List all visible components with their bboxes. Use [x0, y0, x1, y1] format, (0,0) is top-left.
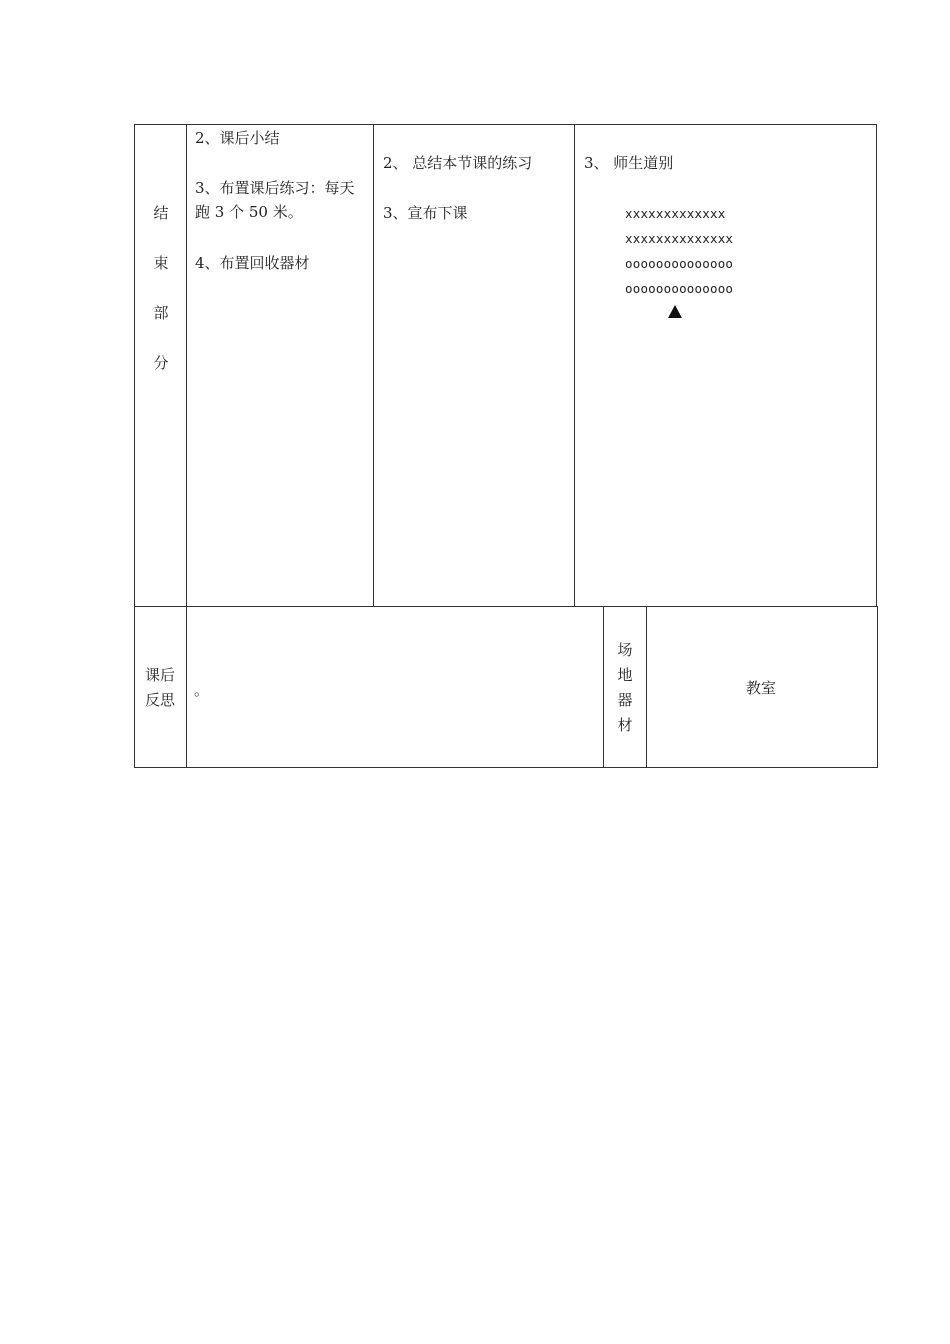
- formation-row: oooooooooooooo: [625, 281, 734, 296]
- section-label-char: 分: [153, 354, 169, 372]
- formation-row: xxxxxxxxxxxxx: [625, 206, 726, 221]
- teacher-column-divider: [373, 124, 374, 606]
- teacher-item-equipment: 4、布置回收器材: [195, 254, 310, 272]
- organization-item-farewell: 3、 师生道别: [584, 154, 674, 172]
- venue-label-left-divider: [603, 606, 604, 768]
- venue-value: 教室: [746, 679, 777, 697]
- formation-row: xxxxxxxxxxxxxx: [625, 231, 734, 246]
- reflection-label-line: 反思: [145, 691, 176, 709]
- venue-label-char: 地: [617, 666, 633, 684]
- section-label-char: 束: [153, 254, 169, 272]
- reflection-content: 。: [194, 681, 210, 699]
- venue-label-char: 场: [617, 641, 633, 659]
- venue-label-char: 器: [617, 691, 633, 709]
- student-item-dismiss: 3、宣布下课: [383, 204, 468, 222]
- table-right-border-top: [876, 124, 877, 606]
- section-label-char: 部: [153, 304, 169, 322]
- section-label-char: 结: [153, 204, 169, 222]
- table-left-border: [134, 124, 135, 768]
- formation-row: oooooooooooooo: [625, 256, 734, 271]
- teacher-item-homework-cont: 跑 3 个 50 米。: [195, 203, 303, 221]
- table-top-border: [134, 124, 877, 125]
- table-right-border-bottom: [877, 606, 878, 768]
- student-column-divider: [574, 124, 575, 606]
- teacher-item-summary: 2、课后小结: [195, 129, 280, 147]
- venue-label-right-divider: [646, 606, 647, 768]
- table-bottom-border: [134, 767, 878, 768]
- reflection-label-line: 课后: [145, 666, 176, 684]
- venue-label-char: 材: [617, 716, 633, 734]
- student-item-review: 2、 总结本节课的练习: [383, 154, 533, 172]
- row-divider: [134, 606, 878, 607]
- triangle-icon: [668, 305, 682, 318]
- teacher-item-homework: 3、布置课后练习：每天: [195, 179, 355, 197]
- label-column-divider: [186, 124, 187, 768]
